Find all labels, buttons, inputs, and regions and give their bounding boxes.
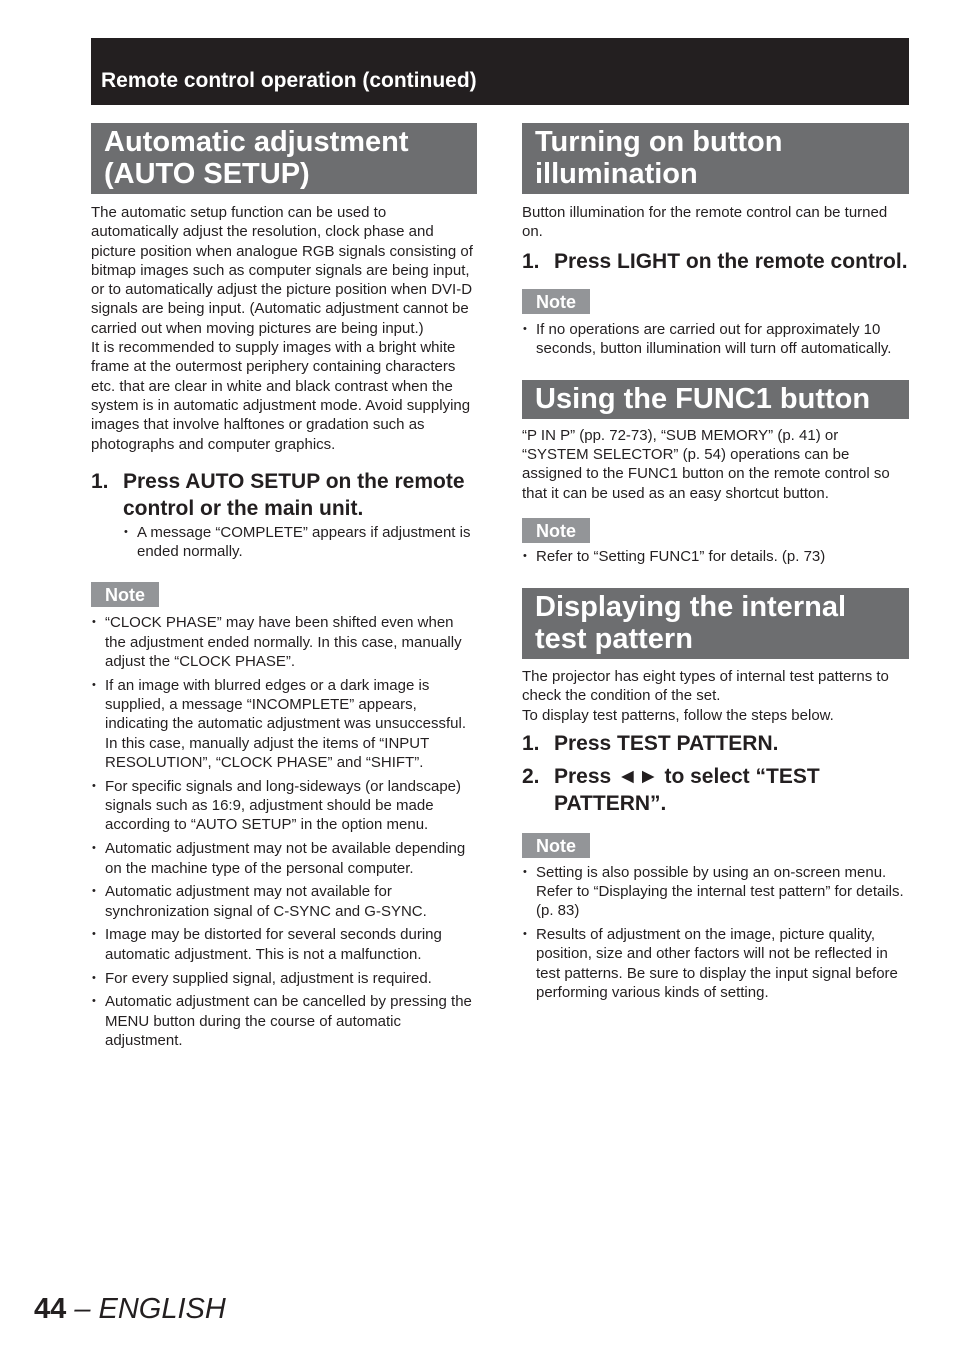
test-pattern-title-line1: Displaying the internal [535,591,846,624]
illumination-note-wrap [522,289,909,314]
illumination-step-1 [522,248,909,276]
list-item: • For every supplied signal, adjustment is required. [91,969,477,988]
test-pattern-step-2 [522,763,909,818]
step-number: 1. [91,469,109,493]
list-item: • “CLOCK PHASE” may have been shifted even when the adjustment ended normally. In this case, manually adjust the “CLOCK PHASE”. [91,613,477,671]
auto-setup-para2: It is recommended to supply images with a bright white frame at the outermost periphery containing characters etc. that are clear in white and black contrast when the system is in automatic adjustment mode. Avoid supplying images that involve halftones or gradation such as photographs and computer graphics. [91,339,471,453]
step-text: Press AUTO SETUP on the remote control or the main unit. [123,469,465,521]
list-item: • Setting is also possible by using an on-screen menu. Refer to “Displaying the internal test pattern” for details. (p. 83) [522,863,909,921]
left-column [91,123,477,1050]
test-pattern-para2: To display test patterns, follow the steps below. [522,706,834,724]
step-text: Press TEST PATTERN. [554,732,779,756]
step-number: 2. [522,764,540,788]
func1-notes [522,547,909,566]
func1-note-wrap [522,518,909,543]
func1-title: Using the FUNC1 button [522,380,909,419]
list-item: • If an image with blurred edges or a dark image is supplied, a message “INCOMPLETE” appears, indicating the automatic adjustment was unsuccessful. In this case, manually adjust the items of “INPUT RESOLUTION”, “CLOCK PHASE” and “SHIFT”. [91,676,477,772]
test-pattern-step-1 [522,730,909,758]
list-item: • For specific signals and long-sideways (or landscape) signals such as 16:9, adjustment should be made according to “AUTO SETUP” in the option menu. [91,777,477,835]
list-item: • Automatic adjustment may not be available depending on the machine type of the personal computer. [91,839,477,878]
test-pattern-para1: The projector has eight types of internal test patterns to check the condition of the set. [522,668,889,705]
list-item: • Automatic adjustment may not available for synchronization signal of C-SYNC and G-SYNC. [91,882,477,921]
test-pattern-title [522,588,909,659]
note-label: Note [91,582,159,607]
note-label: Note [522,518,590,543]
test-pattern-notes [522,863,909,1003]
note-label: Note [522,833,590,858]
list-item: • If no operations are carried out for approximately 10 seconds, button illumination will turn off automatically. [522,320,909,359]
illumination-title [522,123,909,194]
auto-setup-para1: The automatic setup function can be used to automatically adjust the resolution, clock phase and picture position when analogue RGB signals consisting of bitmap images such as computer signals are being input, or to automatically adjust the picture position when DVI-D signals are being input. (Automatic adjustment cannot be carried out when moving pictures are being input.) [91,204,473,337]
note-label: Note [522,289,590,314]
list-item: • Results of adjustment on the image, picture quality, position, size and other factors will not be reflected in test patterns. Be sure to display the input signal before performing various kinds of setting. [522,925,909,1002]
illumination-title-line2: illumination [535,158,698,190]
list-item: • Refer to “Setting FUNC1” for details. (p. 73) [522,547,909,566]
illumination-para: Button illumination for the remote control can be turned on. [522,204,888,241]
auto-setup-title-line1: Automatic adjustment [104,126,409,158]
step-text: Press LIGHT on the remote control. [554,249,908,273]
step-text: Press ◄► to select “TEST PATTERN”. [554,764,820,816]
auto-setup-notes [91,613,477,1050]
illumination-title-line1: Turning on button [535,126,783,158]
func1-para: “P IN P” (pp. 72-73), “SUB MEMORY” (p. 41) or “SYSTEM SELECTOR” (p. 54) operations can be assigned to the FUNC1 button on the remote control so that it can be used as an easy shortcut button. [522,426,890,502]
test-pattern-note-wrap [522,833,909,858]
test-pattern-title-line2: test pattern [535,623,693,656]
header-bar [91,38,909,105]
auto-setup-step-1 [91,468,477,523]
list-item: • Image may be distorted for several seconds during automatic adjustment. This is not a malfunction. [91,925,477,964]
step-number: 1. [522,732,540,756]
header-title: Remote control operation (continued) [101,69,477,92]
illumination-notes [522,320,909,359]
footer-language: – ENGLISH [74,1293,226,1325]
list-item: • A message “COMPLETE” appears if adjustment is ended normally. [123,523,477,562]
page-number: 44 [34,1293,67,1325]
right-column [522,123,909,1002]
list-item: • Automatic adjustment can be cancelled by pressing the MENU button during the course of automatic adjustment. [91,992,477,1050]
page-footer [34,1291,226,1327]
auto-setup-title-line2: (AUTO SETUP) [104,158,310,190]
step-number: 1. [522,249,540,273]
auto-setup-step-1-sub [123,523,477,562]
auto-setup-note-wrap [91,582,477,607]
auto-setup-title [91,123,477,194]
